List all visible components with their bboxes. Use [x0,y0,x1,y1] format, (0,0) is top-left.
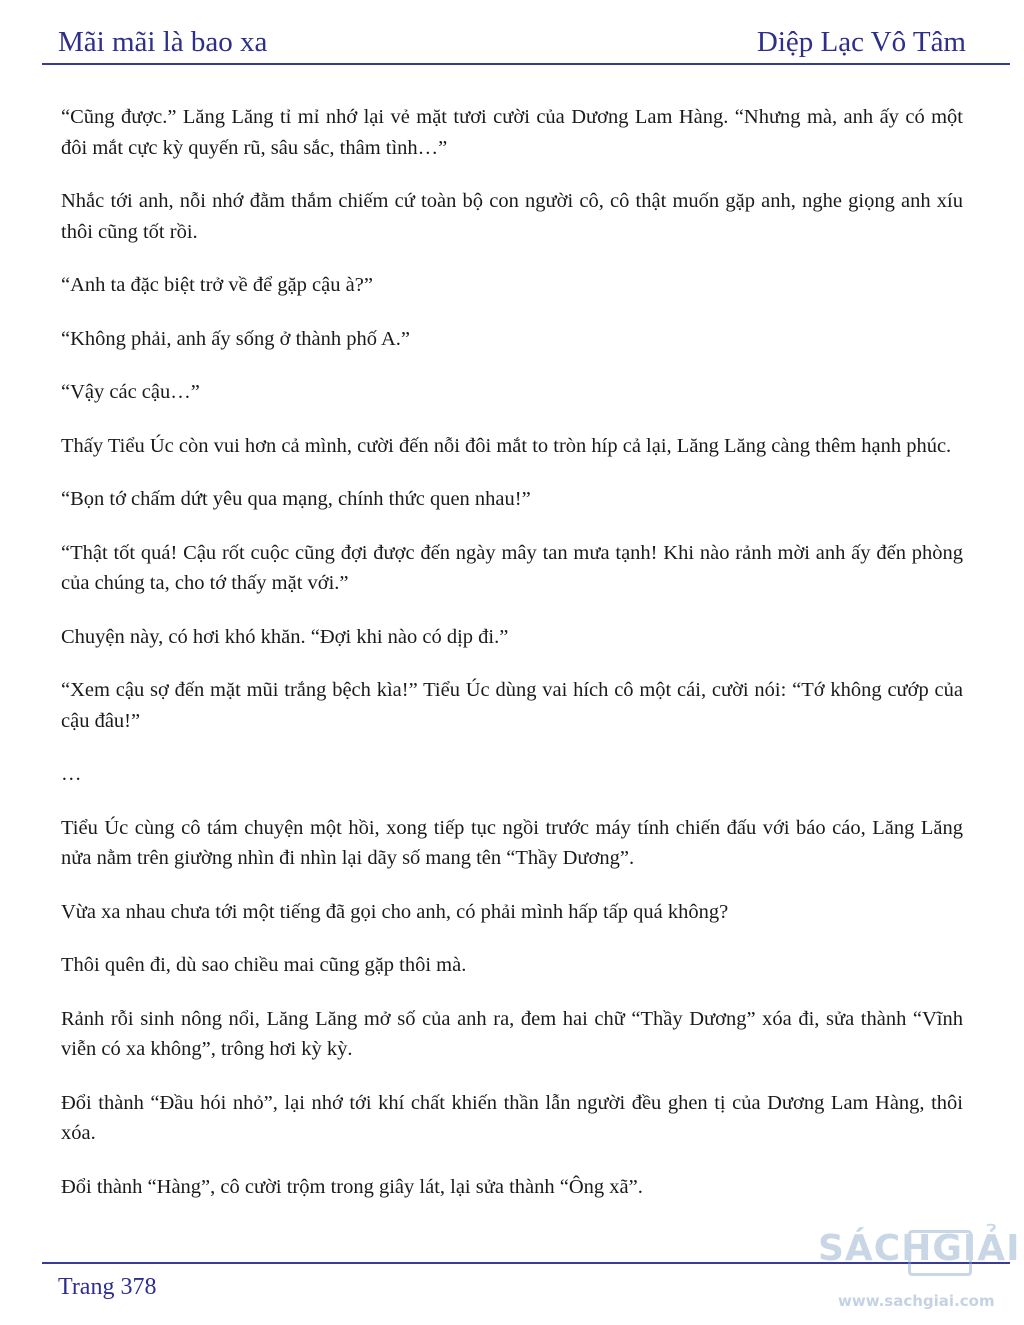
author-name: Diệp Lạc Vô Tâm [756,26,966,58]
page-header [58,22,966,62]
paragraph: Thôi quên đi, dù sao chiều mai cũng gặp thôi mà. [61,954,467,976]
watermark-logo [818,1228,1024,1318]
paragraph: “Không phải, anh ấy sống ở thành phố A.” [61,327,411,350]
paragraph: Thấy Tiểu Úc còn vui hơn cả mình, cười đến nỗi đôi mắt to tròn híp cả lại, Lăng Lăng càng thêm hạnh phúc. [61,434,952,457]
paragraph: “Vậy các cậu…” [61,381,200,403]
paragraph: Rảnh rỗi sinh nông nổi, Lăng Lăng mở số của anh ra, đem hai chữ “Thầy Dương” xóa đi, sửa thành “Vĩnh viễn có xa không”, trông hơi kỳ kỳ. [61,1007,963,1060]
header-divider [42,63,1010,65]
paragraph: Nhắc tới anh, nỗi nhớ đằm thắm chiếm cứ toàn bộ con người cô, cô thật muốn gặp anh, nghe giọng anh xíu thôi cũng tốt rồi. [61,190,963,243]
paragraph: Đổi thành “Đầu hói nhỏ”, lại nhớ tới khí chất khiến thần lẫn người đều ghen tị của Dương Lam Hàng, thôi xóa. [61,1091,963,1144]
paragraph: “Thật tốt quá! Cậu rốt cuộc cũng đợi được đến ngày mây tan mưa tạnh! Khi nào rảnh mời anh ấy đến phòng của chúng ta, cho tớ thấy mặt với.” [61,541,963,594]
paragraph: Tiểu Úc cùng cô tám chuyện một hồi, xong tiếp tục ngồi trước máy tính chiến đấu với báo cáo, Lăng Lăng nửa nằm trên giường nhìn đi nhìn lại dãy số mang tên “Thầy Dương”. [61,816,963,869]
page-body [61,102,963,1225]
watermark-brand: SÁCHGIẢI [818,1228,1021,1269]
paragraph: “Cũng được.” Lăng Lăng tỉ mỉ nhớ lại vẻ mặt tươi cười của Dương Lam Hàng. “Nhưng mà, anh ấy có một đôi mắt cực kỳ quyến rũ, sâu sắc, thâm tình…” [61,106,963,159]
paragraph: Đổi thành “Hàng”, cô cười trộm trong giây lát, lại sửa thành “Ông xã”. [61,1175,643,1198]
paragraph: Chuyện này, có hơi khó khăn. “Đợi khi nào có dịp đi.” [61,625,509,648]
book-title: Mãi mãi là bao xa [58,26,268,58]
paragraph: “Xem cậu sợ đến mặt mũi trắng bệch kìa!” Tiểu Úc dùng vai hích cô một cái, cười nói: “Tớ không cướp của cậu đâu!” [61,679,963,732]
watermark-url: www.sachgiai.com [838,1292,995,1310]
paragraph: “Anh ta đặc biệt trở về để gặp cậu à?” [61,274,373,296]
paragraph: “Bọn tớ chấm dứt yêu qua mạng, chính thức quen nhau!” [61,488,531,510]
page-number: Trang 378 [58,1274,157,1300]
paragraph: … [61,763,82,785]
paragraph: Vừa xa nhau chưa tới một tiếng đã gọi cho anh, có phải mình hấp tấp quá không? [61,900,729,923]
